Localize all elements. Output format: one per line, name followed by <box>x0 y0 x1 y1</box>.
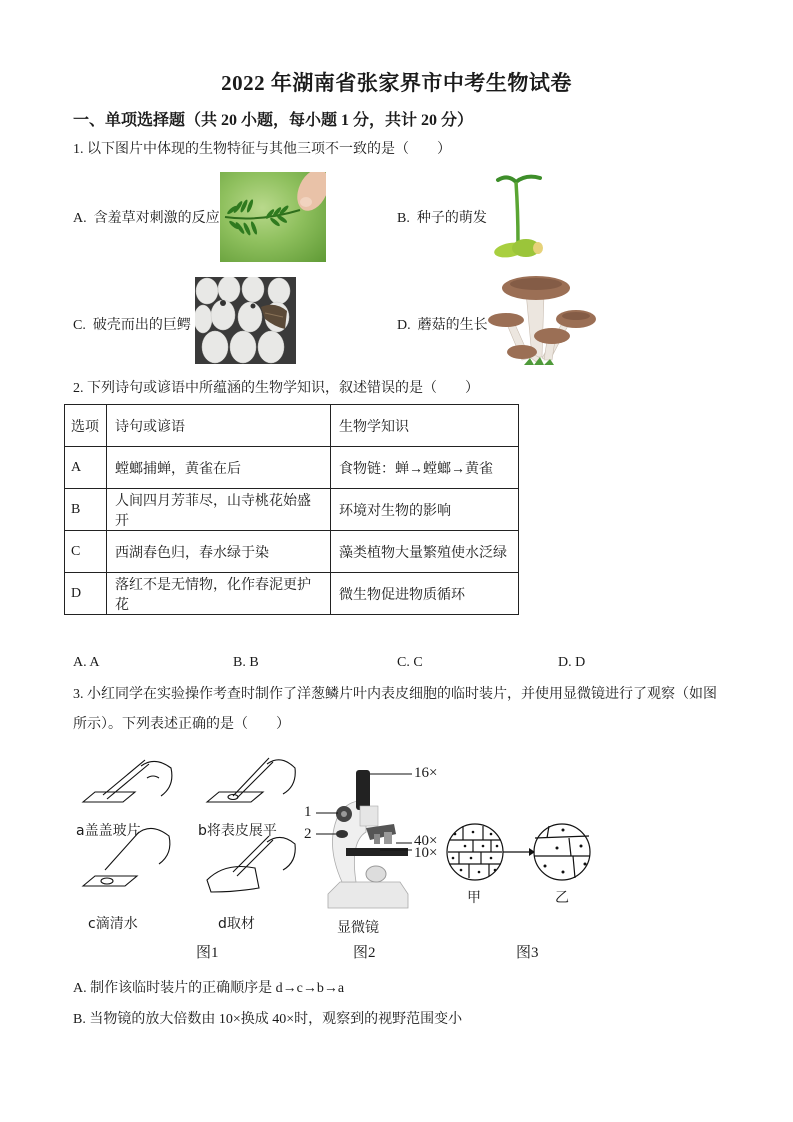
figure-3-caption: 图3 <box>516 945 539 961</box>
option-text: 破壳而出的巨鳄 <box>92 318 191 333</box>
question-1-option-c[interactable] <box>73 314 191 334</box>
table-cell: A <box>65 447 107 489</box>
table-row <box>65 531 519 573</box>
question-2-option-a[interactable]: A. A <box>73 655 100 670</box>
mimosa-image <box>220 172 326 262</box>
table-header-row <box>65 405 519 447</box>
option-text: 蘑菇的生长 <box>417 318 488 333</box>
question-1-option-d[interactable] <box>397 314 488 334</box>
table-row <box>65 573 519 615</box>
table-cell: 环境对生物的影响 <box>331 489 519 531</box>
microscope-label: 显微镜 <box>337 920 379 936</box>
crocodile-eggs-image <box>195 277 296 364</box>
table-cell: 人间四月芳菲尽，山寺桃花始盛开 <box>107 489 331 531</box>
callout-1: 1 <box>304 804 312 820</box>
option-key: D. <box>397 318 411 333</box>
question-3-option-b[interactable]: B. 当物镜的放大倍数由 10×换成 40×时，观察到的视野范围变小 <box>73 1012 463 1027</box>
mushroom-image <box>486 272 598 367</box>
mushroom-icon <box>486 272 598 367</box>
table-cell: B <box>65 489 107 531</box>
figure-1-caption: 图1 <box>196 945 219 961</box>
table-cell: 微生物促进物质循环 <box>331 573 519 615</box>
table-cell: 藻类植物大量繁殖使水泛绿 <box>331 531 519 573</box>
figure-2-caption: 图2 <box>353 945 376 961</box>
table-cell: 食物链：蝉→螳螂→黄雀 <box>331 447 519 489</box>
seedling-icon <box>488 172 553 262</box>
table-cell: 落红不是无情物，化作春泥更护花 <box>107 573 331 615</box>
cell-views-diagram <box>445 818 595 888</box>
option-key: C. <box>73 318 86 333</box>
question-2-stem: 2. 下列诗句或谚语中所蕴涵的生物学知识，叙述错误的是（ ） <box>73 381 479 396</box>
table-cell: D <box>65 573 107 615</box>
figure-1-step-b: b将表皮展平 <box>198 823 277 839</box>
hatching-eggs-icon <box>195 277 296 364</box>
question-2-option-c[interactable]: C. C <box>397 655 423 670</box>
seed-germination-image <box>488 172 553 262</box>
question-1-option-b[interactable] <box>397 207 487 227</box>
question-2-option-b[interactable]: B. B <box>233 655 259 670</box>
page-title: 2022 年湖南省张家界市中考生物试卷 <box>221 71 572 95</box>
question-3-option-a[interactable]: A. 制作该临时装片的正确顺序是 d→c→b→a <box>73 981 345 996</box>
table-header-cell: 生物学知识 <box>331 405 519 447</box>
table-cell: C <box>65 531 107 573</box>
table-row <box>65 489 519 531</box>
table-row <box>65 447 519 489</box>
objective-40x: 40× <box>414 833 438 849</box>
table-header-cell: 选项 <box>65 405 107 447</box>
question-1-option-a[interactable] <box>73 207 220 227</box>
callout-2: 2 <box>304 826 312 842</box>
table-cell: 西湖春色归，春水绿于染 <box>107 531 331 573</box>
objective-10x: 10× <box>414 845 438 861</box>
figure-1-step-c: c滴清水 <box>88 916 138 932</box>
view-yi-label: 乙 <box>555 890 569 906</box>
question-3-stem-line1: 3. 小红同学在实验操作考查时制作了洋葱鳞片叶内表皮细胞的临时装片，并使用显微镜进行了观察（如图 <box>73 687 717 702</box>
question-2-option-d[interactable]: D. D <box>558 655 586 670</box>
eyepiece-magnification: 16× <box>414 765 438 781</box>
option-text: 种子的萌发 <box>416 211 487 226</box>
figure-1-step-d: d取材 <box>218 916 255 932</box>
table-header-cell: 诗句或谚语 <box>107 405 331 447</box>
option-key: B. <box>397 211 410 226</box>
question-1-stem: 1. 以下图片中体现的生物特征与其他三项不一致的是（ ） <box>73 142 451 157</box>
figure-1-step-a: a盖盖玻片 <box>76 823 141 839</box>
question-3-stem-line2: 所示）。下列表述正确的是（ ） <box>73 717 290 732</box>
table-cell: 螳螂捕蝉，黄雀在后 <box>107 447 331 489</box>
section-heading: 一、单项选择题（共 20 小题，每小题 1 分，共计 20 分） <box>73 112 474 129</box>
question-2-table <box>64 404 519 615</box>
view-jia-label: 甲 <box>467 890 481 906</box>
mimosa-leaf-icon <box>220 172 326 262</box>
option-key: A. <box>73 211 87 226</box>
option-text: 含羞草对刺激的反应 <box>93 211 220 226</box>
